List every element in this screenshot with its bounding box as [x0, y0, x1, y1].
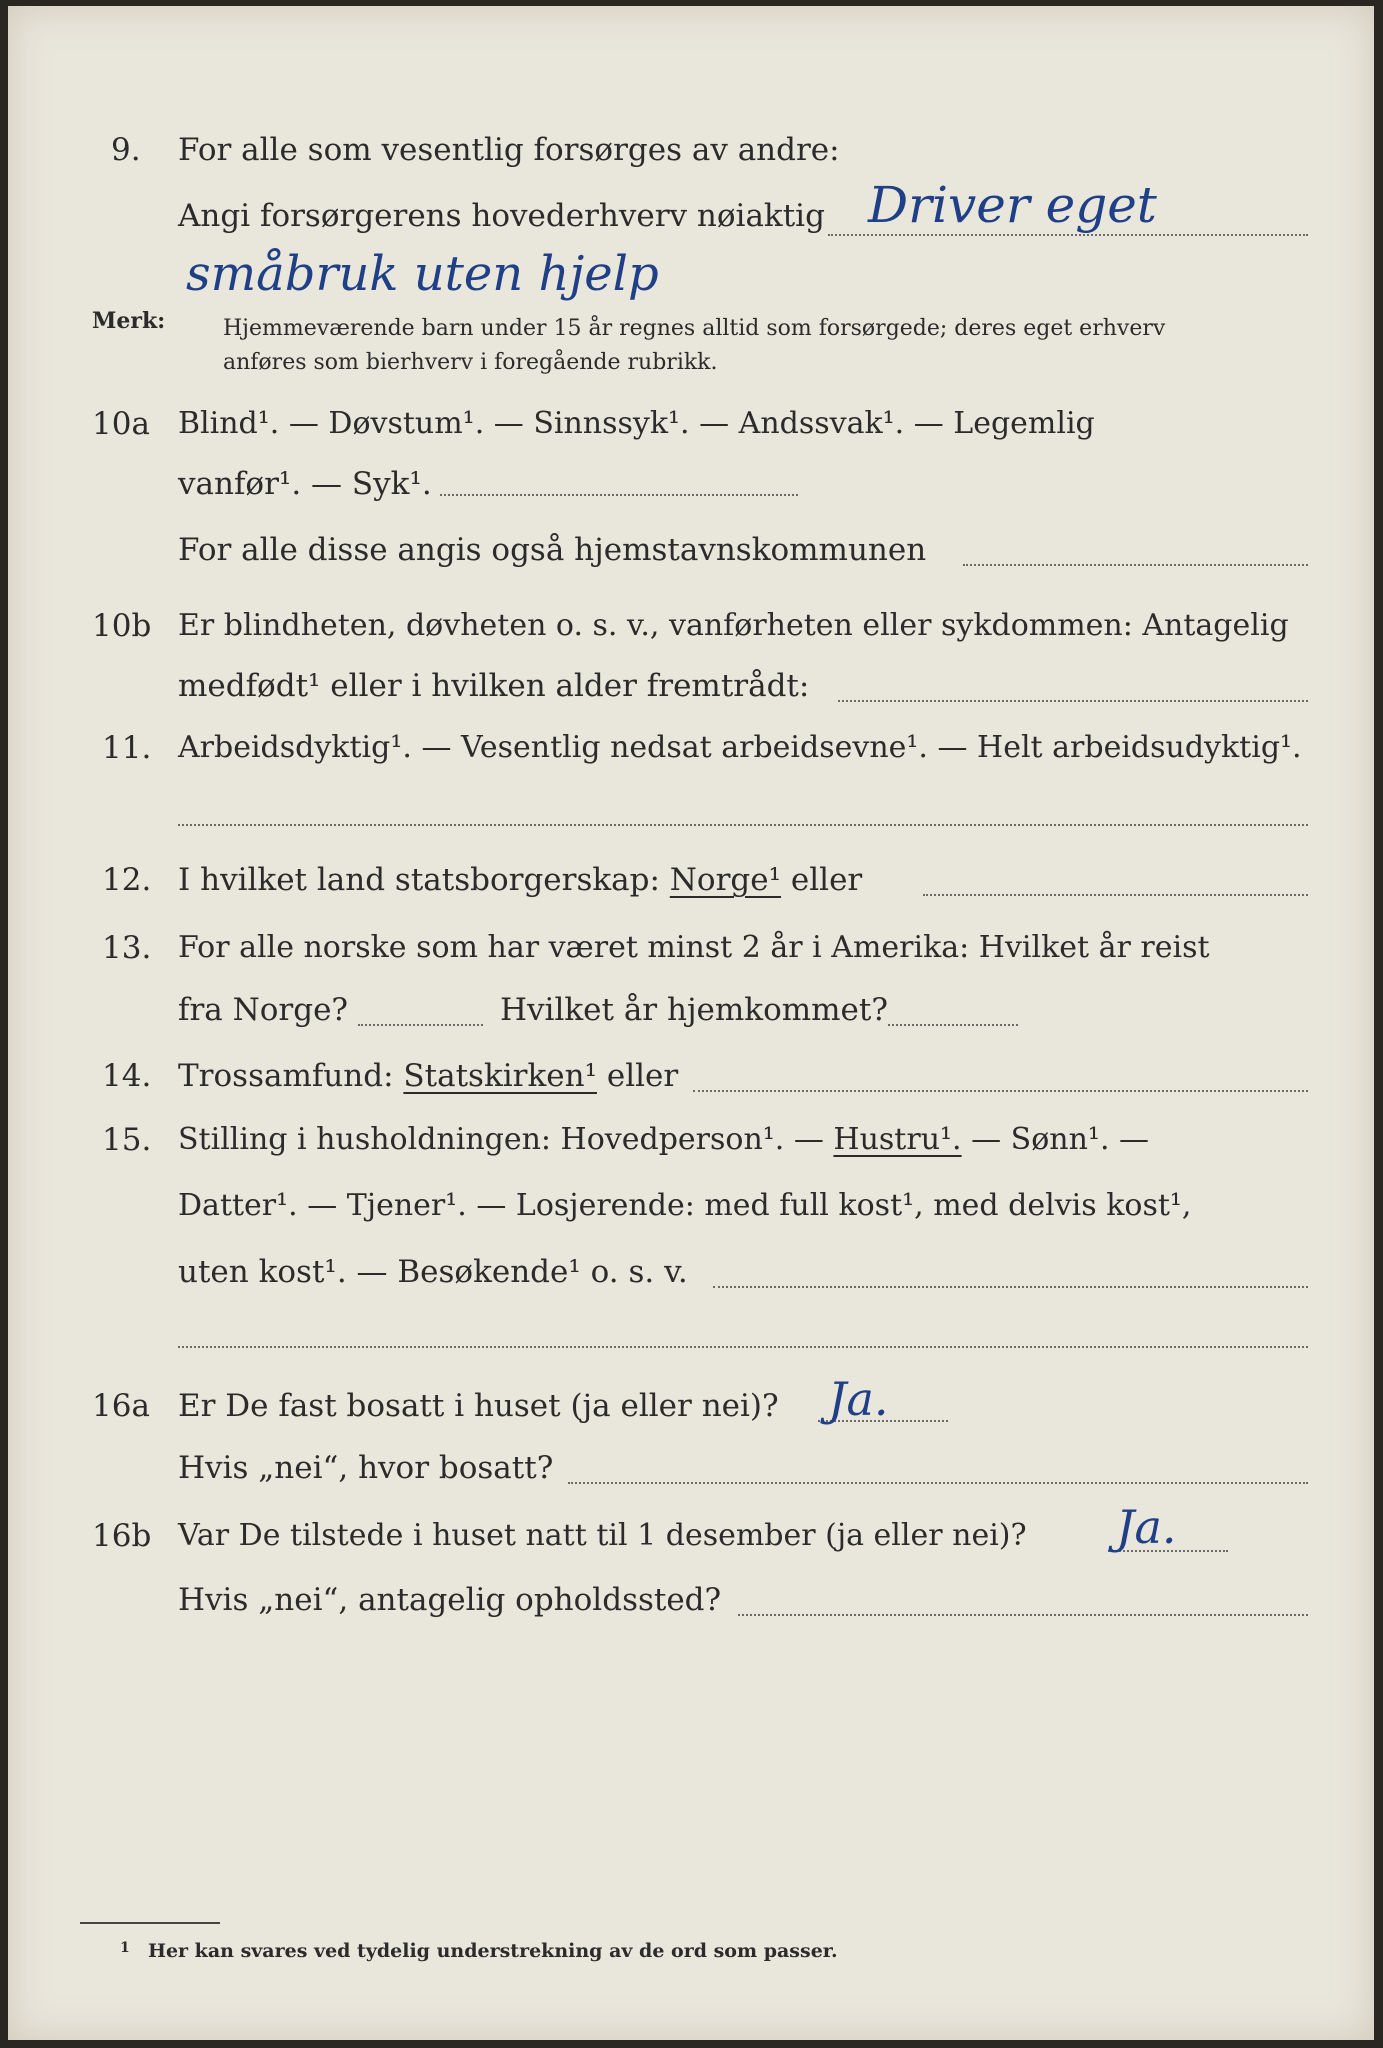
q13-number: 13. — [102, 930, 152, 966]
q12-field[interactable] — [923, 894, 1308, 896]
q13-line2b: Hvilket år hjemkommet? — [500, 992, 888, 1028]
q10a-line3: For alle disse angis også hjemstavnskommunen — [178, 532, 927, 568]
q10b-line2: medfødt¹ eller i hvilken alder fremtrådt: — [178, 668, 810, 704]
q11-number: 11. — [102, 730, 152, 766]
q14-prefix: Trossamfund: — [178, 1058, 394, 1094]
q16b-line2: Hvis „nei“, antagelig opholdssted? — [178, 1582, 722, 1618]
q10a-hjemstavn-field[interactable] — [963, 564, 1308, 566]
q9-answer-line — [828, 234, 1308, 236]
q16b-handwritten-answer[interactable]: Ja. — [1116, 1500, 1177, 1554]
q15-line1a: Stilling i husholdningen: Hovedperson¹. — — [178, 1122, 824, 1157]
q16a-line1: Er De fast bosatt i huset (ja eller nei)? — [178, 1388, 779, 1424]
q15-line2: Datter¹. — Tjener¹. — Losjerende: med full kost¹, med delvis kost¹, — [178, 1188, 1192, 1223]
footnote-rule — [80, 1922, 220, 1924]
q10a-number: 10a — [92, 406, 150, 442]
q10b-field[interactable] — [838, 700, 1308, 702]
q13-reist-field[interactable] — [358, 1024, 483, 1026]
merk-label: Merk: — [92, 308, 166, 334]
q14-field[interactable] — [693, 1090, 1308, 1092]
q9-number: 9. — [111, 132, 141, 168]
q16b-line1: Var De tilstede i huset natt til 1 desember (ja eller nei)? — [178, 1518, 1027, 1553]
q12-prefix: I hvilket land statsborgerskap: — [178, 862, 660, 898]
q14-statskirken-underlined[interactable]: Statskirken¹ — [403, 1058, 597, 1094]
q16a-bosatt-field[interactable] — [568, 1482, 1308, 1484]
footnote-mark: 1 — [120, 1940, 130, 1956]
q12-number: 12. — [102, 862, 152, 898]
q14-number: 14. — [102, 1058, 152, 1094]
q9-line2: Angi forsørgerens hovederhverv nøiaktig — [178, 198, 825, 234]
q15-field[interactable] — [713, 1286, 1308, 1288]
q15-extra-line[interactable] — [178, 1346, 1308, 1348]
q12-line — [178, 860, 862, 900]
q15-line3: uten kost¹. — Besøkende¹ o. s. v. — [178, 1254, 688, 1290]
q12-norge-underlined[interactable]: Norge¹ — [669, 862, 782, 898]
q16a-number: 16a — [92, 1388, 150, 1424]
merk-line1: Hjemmeværende barn under 15 år regnes alltid som forsørgede; deres eget erhverv — [223, 316, 1166, 341]
q16a-line2: Hvis „nei“, hvor bosatt? — [178, 1450, 554, 1486]
q16a-handwritten-answer[interactable]: Ja. — [828, 1372, 889, 1426]
q16b-opholdssted-field[interactable] — [738, 1614, 1308, 1616]
q15-hustru-underlined[interactable]: Hustru¹. — [833, 1122, 962, 1157]
footnote-text: Her kan svares ved tydelig understrekning av de ord som passer. — [148, 1940, 838, 1962]
q10a-line2: vanfør¹. — Syk¹. — [178, 466, 432, 502]
q15-line1b: — Sønn¹. — — [971, 1122, 1150, 1157]
q13-line1: For alle norske som har været minst 2 år i Amerika: Hvilket år reist — [178, 930, 1210, 965]
q10b-line1: Er blindheten, døvheten o. s. v., vanførheten eller sykdommen: Antagelig — [178, 608, 1289, 643]
q14-line — [178, 1056, 678, 1096]
q11-line1: Arbeidsdyktig¹. — Vesentlig nedsat arbeidsevne¹. — Helt arbeidsudyktig¹. — [178, 730, 1302, 765]
q13-line2a: fra Norge? — [178, 992, 349, 1028]
q12-suffix: eller — [790, 862, 863, 898]
q10a-line1: Blind¹. — Døvstum¹. — Sinnssyk¹. — Andssvak¹. — Legemlig — [178, 406, 1095, 441]
q10b-number: 10b — [92, 608, 152, 644]
q11-field[interactable] — [178, 824, 1308, 826]
census-form-page — [8, 6, 1374, 2040]
q9-handwritten-answer1[interactable]: Driver eget — [868, 176, 1157, 234]
q9-handwritten-answer2[interactable]: småbruk uten hjelp — [186, 246, 659, 302]
q10a-syk-field[interactable] — [440, 494, 798, 496]
q13-hjemkommet-field[interactable] — [888, 1024, 1018, 1026]
q14-suffix: eller — [606, 1058, 679, 1094]
q9-line1: For alle som vesentlig forsørges av andre: — [178, 132, 840, 168]
q16b-number: 16b — [92, 1518, 152, 1554]
merk-line2: anføres som bierhverv i foregående rubrikk. — [223, 350, 718, 375]
q15-number: 15. — [102, 1122, 152, 1158]
q15-line1 — [178, 1120, 1149, 1160]
